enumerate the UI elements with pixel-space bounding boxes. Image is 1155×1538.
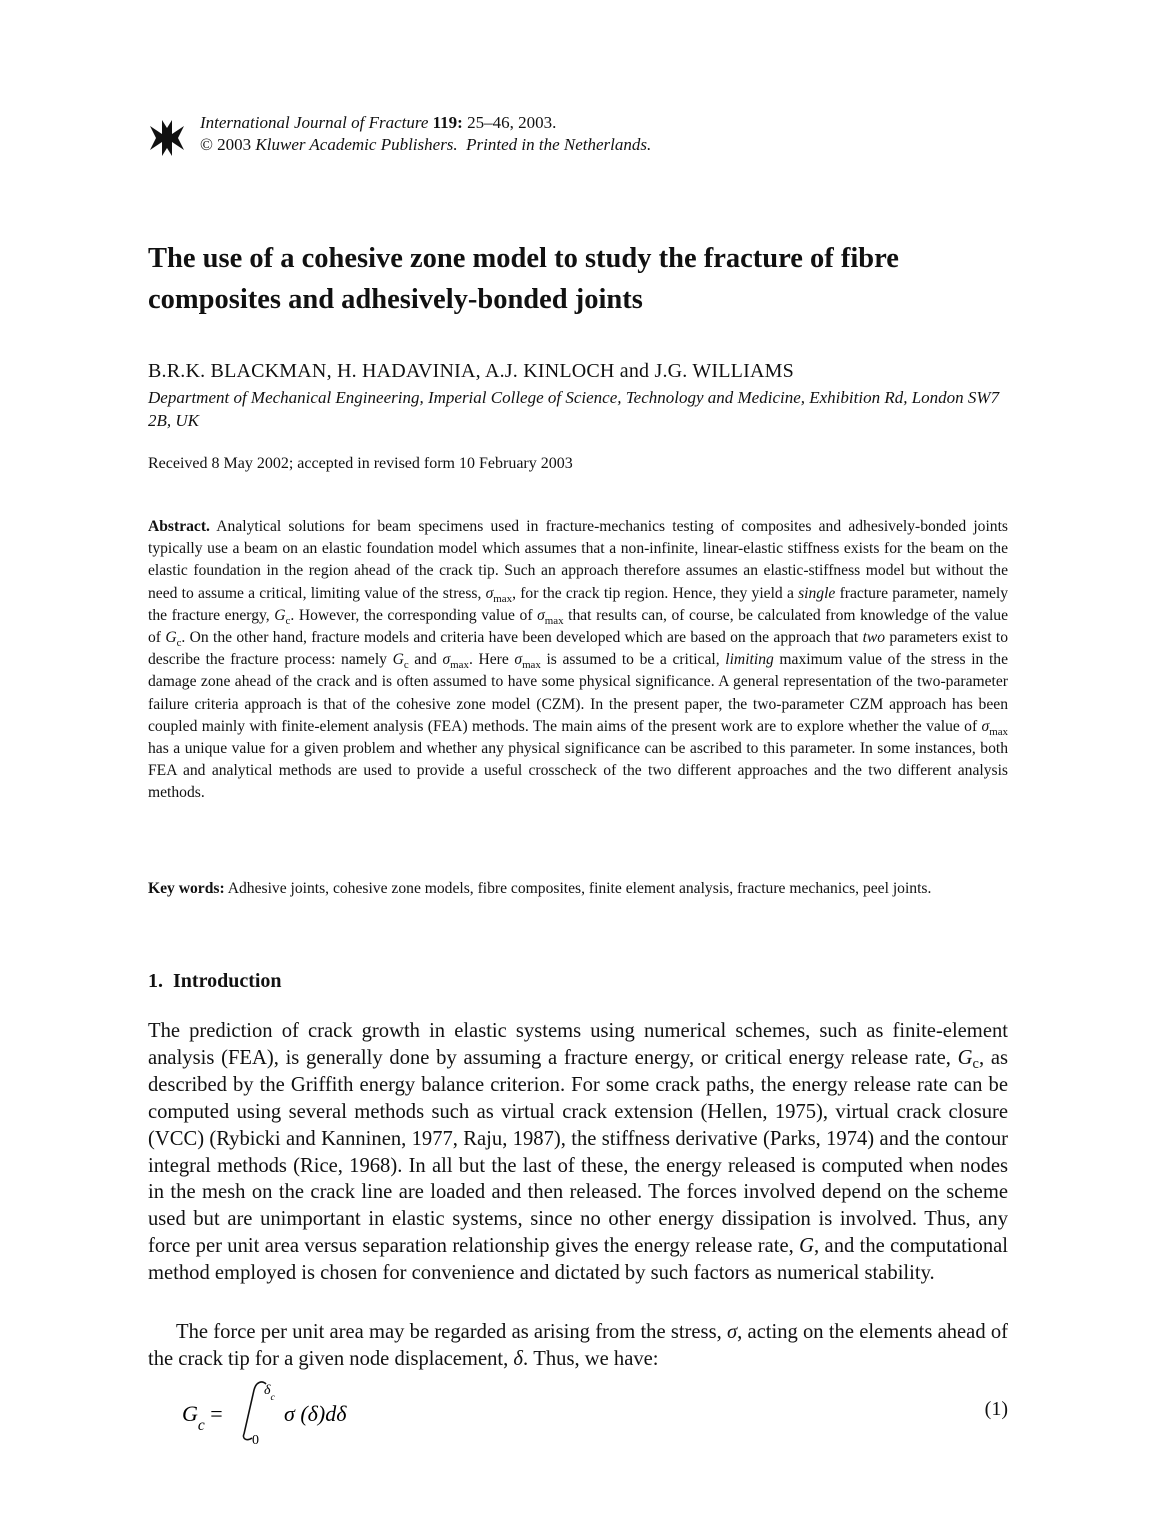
symbol-g: G (799, 1235, 815, 1258)
g-c: $G_c$ (274, 606, 291, 627)
intro-paragraph-1 (148, 1018, 1008, 1287)
publisher-name: Kluwer Academic Publishers. (255, 135, 458, 154)
sigma-max: $\sigma_{max}$ (537, 606, 564, 627)
equation-number: (1) (984, 1398, 1008, 1420)
abstract-text: . Here (468, 651, 515, 669)
abstract-text: fracture parameter, namely the fracture energy, (148, 584, 1008, 624)
section-number: 1. (148, 970, 163, 992)
eq-lower-limit: 0 (252, 1433, 259, 1448)
received-dates: Received 8 May 2002; accepted in revised form 10 February 2003 (148, 455, 573, 472)
body-text: The force per unit area may be regarded as arising from the stress, (176, 1321, 727, 1343)
abstract-text: has a unique value for a given problem and whether any physical significance can be ascribed to this parameter. In some instances, both FEA and analytical methods are used to provide a useful crosscheck of the two different approaches and the two different analysis methods. (148, 740, 1008, 802)
sigma-max: $\sigma_{max}$ (514, 651, 541, 672)
body-text: , as described by the Griffith energy balance criterion. For some crack paths, the energy release rate can be computed using several methods such as virtual crack extension (Hellen, 1975), virtual crack closure (VCC) (Rybicki and Kanninen, 1977, Raju, 1987), the stiffness derivative (Parks, 1974) and the contour integral methods (Rice, 1968). In all but the last of these, the energy released is computed when nodes in the mesh on the crack line are loaded and then released. The forces involved depend on the scheme used but are unimportant in elastic systems, since no other energy dissipation is involved. Thus, any force per unit area versus separation relationship gives the energy release rate, (148, 1046, 1008, 1258)
printed-note: Printed in the Netherlands. (466, 135, 652, 154)
abstract-text: maximum value of the stress in the damage zone ahead of the crack and is often assumed to have some physical significance. A general representation of the two-parameter failure criteria approach is that of the cohesive zone model (CZM). In the present paper, the two-parameter CZM approach has been coupled mainly with finite-element analysis (FEA) methods. The main aims of the present work are to explore whether the value of (148, 651, 1009, 735)
equation-1 (182, 1378, 1008, 1448)
body-text: , acting on the elements ahead of the crack tip for a given node displacement, (148, 1321, 1008, 1370)
abstract (148, 516, 1008, 805)
sigma-max: $\sigma_{max}$ (442, 651, 469, 672)
emphasis: two (862, 629, 886, 647)
abstract-text: , for the crack tip region. Hence, they yield a (512, 584, 799, 602)
abstract-label: Abstract. (148, 518, 210, 535)
intro-paragraph-2 (148, 1319, 1008, 1373)
abstract-text: . On the other hand, fracture models and criteria have been developed which are based on the approach that (181, 629, 863, 647)
eq-upper-limit: $\delta_c$ (264, 1383, 275, 1403)
symbol-sigma: σ (726, 1321, 738, 1343)
emphasis: single (798, 584, 836, 602)
keywords-label: Key words: (148, 880, 225, 897)
journal-header (200, 112, 651, 156)
abstract-text: Analytical solutions for beam specimens used in fracture-mechanics testing of composites and adhesively-bonded joints typically use a beam on an elastic foundation model which assumes that a non-infinite, linear-elastic stiffness exists for the beam on the elastic foundation in the region ahead of the crack tip. Such an approach therefore assumes an elastic-stiffness model but without the need to assume a critical, limiting value of the stress, (148, 518, 1008, 602)
eq-lhs: $G_c$ = (182, 1401, 223, 1434)
journal-pages-year: 25–46, 2003. (467, 113, 557, 132)
journal-volume: 119: (432, 113, 463, 132)
abstract-text: parameters exist to describe the fracture process: namely (148, 629, 1009, 669)
abstract-text: . However, the corresponding value of (290, 606, 538, 624)
g-c: $G_c$ (165, 629, 182, 650)
keywords-text: Adhesive joints, cohesive zone models, fibre composites, finite element analysis, fracture mechanics, peel joints. (227, 880, 932, 897)
eq-integrand: σ (δ)dδ (284, 1401, 347, 1426)
sigma-max: $\sigma_{max}$ (485, 584, 513, 605)
abstract-text: that results can, of course, be calculated from knowledge of the value of (148, 606, 1008, 647)
body-text: The prediction of crack growth in elastic systems using numerical schemes, such as finite-element analysis (FEA), is generally done by assuming a fracture energy, or critical energy release rate, (148, 1020, 1008, 1069)
paper-title: The use of a cohesive zone model to study the fracture of fibre composites and adhesively-bonded joints (148, 243, 899, 315)
keywords (148, 878, 1008, 900)
abstract-text: and (408, 651, 443, 669)
author-list: B.R.K. BLACKMAN, H. HADAVINIA, A.J. KINLOCH and J.G. WILLIAMS (148, 360, 794, 382)
emphasis: limiting (725, 651, 774, 669)
symbol-delta: δ (513, 1347, 523, 1370)
body-text: . Thus, we have: (522, 1347, 659, 1370)
copyright-prefix: © 2003 (200, 135, 252, 154)
publisher-logo (148, 116, 186, 158)
journal-name: International Journal of Fracture (200, 113, 429, 132)
g-c: $G_c$ (392, 651, 409, 672)
section-title: Introduction (173, 970, 282, 992)
section-heading (148, 970, 282, 993)
equation-graphic (182, 1378, 482, 1448)
g-c: $G_c$ (957, 1046, 979, 1072)
abstract-text: is assumed to be a critical, (540, 651, 726, 669)
integral-sign (243, 1382, 266, 1440)
author-affiliation: Department of Mechanical Engineering, Imperial College of Science, Technology and Medicine, Exhibition Rd, London SW7 2B, UK (148, 388, 1000, 430)
sigma-max: $\sigma_{max}$ (981, 717, 1008, 738)
body-text: , and the computational method employed is chosen for convenience and dictated by such factors as numerical stability. (148, 1235, 1008, 1285)
